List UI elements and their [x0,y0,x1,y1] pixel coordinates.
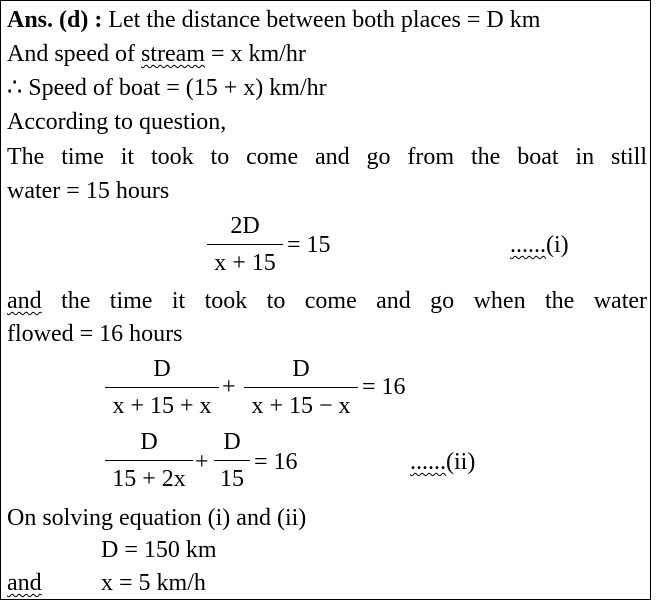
eq2-f1-denominator: x + 15 + x [112,393,212,419]
eq3-f1-bar [105,460,193,461]
boat-speed-line: ∴ Speed of boat = (15 + x) km/hr [7,75,327,101]
eq2-rhs: = 16 [362,374,406,400]
according-line: According to question, [7,109,227,135]
eq2-f2-denominator: x + 15 − x [251,393,351,419]
eq3-f2-denominator: 15 [220,466,244,492]
eq3-rhs: = 16 [254,449,298,475]
eq2-plus: + [222,374,236,400]
eq2-f2-numerator: D [292,356,310,382]
eq1-tag-dots: ...... [510,232,546,258]
eq2-f1-bar [105,387,219,388]
eq2-fraction-1 [105,355,219,420]
result-and: and [7,570,42,596]
eq1-fraction-bar [207,244,283,245]
eq1-tag-label: (i) [546,232,569,258]
stream-word: stream [140,41,205,67]
eq2-f1-numerator: D [153,356,171,382]
result-speed: x = 5 km/h [101,570,206,596]
eq3-fraction-1 [105,428,193,493]
result-distance: D = 150 km [101,537,217,563]
eq3-f1-numerator: D [140,429,158,455]
eq3-tag-dots: ...... [410,449,446,475]
stream-speed-prefix: And speed of [7,41,141,67]
eq1-denominator: x + 15 [214,250,276,276]
flowing-water-line [7,286,647,316]
flowing-rest: the time it took to come and go when the water [61,288,647,314]
solving-line: On solving equation (i) and (ii) [7,505,307,531]
eq3-plus: + [195,449,209,475]
eq3-f2-numerator: D [223,429,241,455]
intro-text: Let the distance between both places = D km [108,7,541,33]
eq3-f1-denominator: 15 + 2x [112,466,186,492]
stream-speed-line [7,39,306,69]
still-water-line: The time it took to come and go from the boat in still [7,144,647,170]
still-water-hours-line: water = 15 hours [7,178,170,204]
answer-label: Ans. (d) : [7,7,103,33]
flowing-and-word: and [7,288,42,314]
eq3-fraction-2 [214,428,250,493]
eq2-f2-bar [244,387,358,388]
eq3-tag-label: (ii) [446,449,476,475]
eq1-numerator: 2D [230,213,260,239]
intro-line [7,5,540,35]
eq2-fraction-2 [244,355,358,420]
eq1-fraction [207,212,283,277]
flowed-hours-line: flowed = 16 hours [7,321,183,347]
eq1-tag [510,231,569,259]
eq1-rhs: = 15 [287,232,331,258]
stream-speed-suffix: = x km/hr [204,41,306,67]
eq3-tag [410,448,475,476]
eq3-f2-bar [214,460,250,461]
